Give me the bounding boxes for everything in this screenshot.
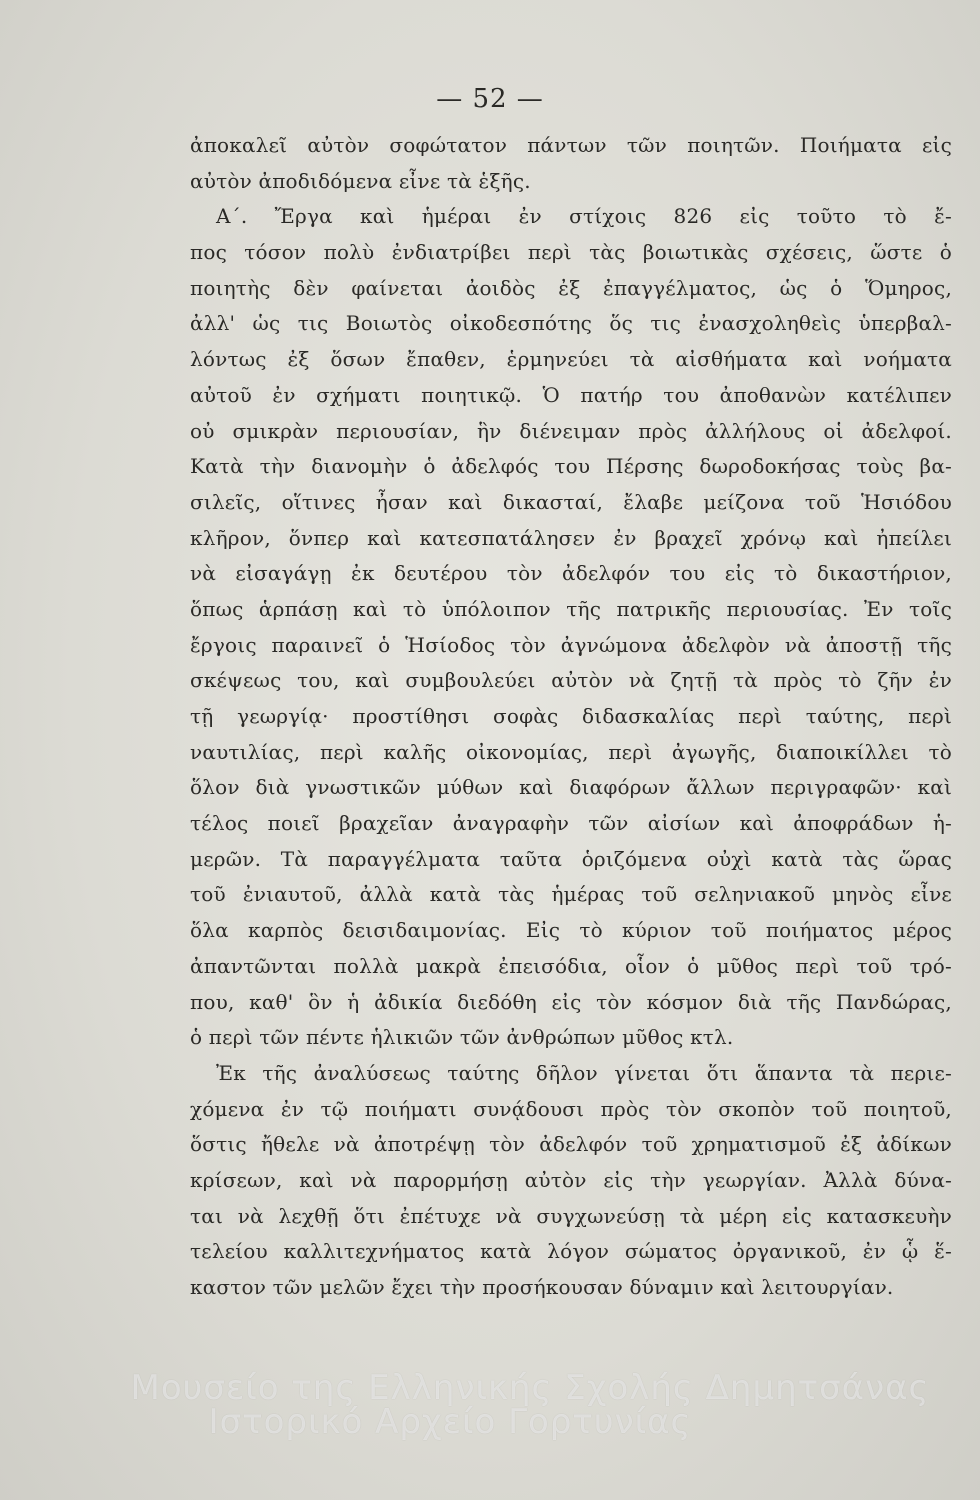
- text-line: ναυτιλίας, περὶ καλῆς οἰκονομίας, περὶ ἀγωγῆς, διαποικίλλει τὸ: [190, 739, 952, 764]
- text-line: πος τόσον πολὺ ἐνδιατρίβει περὶ τὰς βοιωτικὰς σχέσεις, ὥστε ὁ: [190, 240, 952, 265]
- text-line: σκέψεως του, καὶ συμβουλεύει αὐτὸν νὰ ζητῇ τὰ πρὸς τὸ ζῆν ἐν: [190, 668, 952, 693]
- text-line: ἀπαντῶνται πολλὰ μακρὰ ἐπεισόδια, οἷον ὁ μῦθος περὶ τοῦ τρό-: [190, 953, 952, 978]
- page-number: — 52 —: [436, 84, 544, 114]
- text-line: ποιητὴς δὲν φαίνεται ἀοιδὸς ἐξ ἐπαγγέλματος, ὡς ὁ Ὅμηρος,: [190, 275, 952, 300]
- text-line: ὅλα καρπὸς δεισιδαιμονίας. Εἰς τὸ κύριον τοῦ ποιήματος μέρος: [190, 918, 952, 943]
- text-line: αὐτὸν ἀποδιδόμενα εἶνε τὰ ἑξῆς.: [190, 168, 531, 193]
- text-line: ἀποκαλεῖ αὐτὸν σοφώτατον πάντων τῶν ποιητῶν. Ποιήματα εἰς: [190, 133, 952, 157]
- text-line: ἀλλ' ὡς τις Βοιωτὸς οἰκοδεσπότης ὅς τις ἐνασχοληθεὶς ὑπερβαλ-: [190, 311, 952, 336]
- text-line: ὅλον διὰ γνωστικῶν μύθων καὶ διαφόρων ἄλλων περιγραφῶν· καὶ: [190, 775, 952, 800]
- text-line: κλῆρον, ὅνπερ καὶ κατεσπατάλησεν ἐν βραχεῖ χρόνῳ καὶ ἠπείλει: [190, 525, 952, 550]
- text-line: που, καθ' ὃν ἡ ἀδικία διεδόθη εἰς τὸν κόσμον διὰ τῆς Πανδώρας,: [190, 989, 952, 1014]
- text-line: Α΄. Ἔργα καὶ ἡμέραι ἐν στίχοις 826 εἰς τοῦτο τὸ ἔ-: [216, 204, 952, 229]
- text-line: κρίσεων, καὶ νὰ παρορμήσῃ αὐτὸν εἰς τὴν γεωργίαν. Ἀλλὰ δύνα-: [190, 1167, 952, 1192]
- watermark-museum: Μουσείο της Ελληνικής Σχολής Δημητσάνας: [130, 1368, 930, 1408]
- text-line: Ἐκ τῆς ἀναλύσεως ταύτης δῆλον γίνεται ὅτι ἅπαντα τὰ περιε-: [216, 1060, 952, 1085]
- text-line: σιλεῖς, οἵτινες ἦσαν καὶ δικασταί, ἔλαβε μείζονα τοῦ Ἡσιόδου: [190, 489, 952, 514]
- watermark-archive: Ιστορικό Αρχείο Γορτυνίας: [208, 1402, 692, 1442]
- text-line: ἔργοις παραινεῖ ὁ Ἡσίοδος τὸν ἀγνώμονα ἀδελφὸν νὰ ἀποστῇ τῆς: [190, 632, 952, 657]
- text-line: ται νὰ λεχθῇ ὅτι ἐπέτυχε νὰ συγχωνεύσῃ τὰ μέρη εἰς κατασκευὴν: [190, 1203, 952, 1228]
- text-line: ὅστις ἤθελε νὰ ἀποτρέψῃ τὸν ἀδελφόν τοῦ χρηματισμοῦ ἐξ ἀδίκων: [190, 1132, 952, 1157]
- text-line: τελείου καλλιτεχνήματος κατὰ λόγον σώματος ὀργανικοῦ, ἐν ᾧ ἕ-: [190, 1239, 952, 1264]
- text-line: τῇ γεωργίᾳ· προστίθησι σοφὰς διδασκαλίας περὶ ταύτης, περὶ: [190, 704, 952, 728]
- text-line: οὐ σμικρὰν περιουσίαν, ἣν διένειμαν πρὸς ἀλλήλους οἱ ἀδελφοί.: [190, 418, 952, 443]
- text-line: μερῶν. Τὰ παραγγέλματα ταῦτα ὁριζόμενα οὐχὶ κατὰ τὰς ὥρας: [190, 846, 952, 871]
- body-text: [190, 128, 952, 1306]
- text-line: χόμενα ἐν τῷ ποιήματι συνᾴδουσι πρὸς τὸν σκοπὸν τοῦ ποιητοῦ,: [190, 1096, 952, 1121]
- text-line: Κατὰ τὴν διανομὴν ὁ ἀδελφός του Πέρσης δωροδοκήσας τοὺς βα-: [190, 454, 952, 479]
- text-line: τέλος ποιεῖ βραχεῖαν ἀναγραφὴν τῶν αἰσίων καὶ ἀποφράδων ἡ-: [190, 811, 952, 836]
- text-line: νὰ εἰσαγάγῃ ἐκ δευτέρου τὸν ἀδελφόν του εἰς τὸ δικαστήριον,: [190, 561, 952, 586]
- text-line: ὅπως ἁρπάσῃ καὶ τὸ ὑπόλοιπον τῆς πατρικῆς περιουσίας. Ἐν τοῖς: [190, 596, 952, 621]
- text-line: λόντως ἐξ ὅσων ἔπαθεν, ἑρμηνεύει τὰ αἰσθήματα καὶ νοήματα: [190, 347, 952, 372]
- text-line: καστον τῶν μελῶν ἔχει τὴν προσήκουσαν δύναμιν καὶ λειτουργίαν.: [190, 1275, 894, 1299]
- text-line: τοῦ ἐνιαυτοῦ, ἀλλὰ κατὰ τὰς ἡμέρας τοῦ σεληνιακοῦ μηνὸς εἶνε: [190, 882, 952, 907]
- text-line: αὐτοῦ ἐν σχήματι ποιητικῷ. Ὁ πατήρ του ἀποθανὼν κατέλιπεν: [190, 382, 952, 407]
- text-line: ὁ περὶ τῶν πέντε ἡλικιῶν τῶν ἀνθρώπων μῦθος κτλ.: [190, 1025, 734, 1050]
